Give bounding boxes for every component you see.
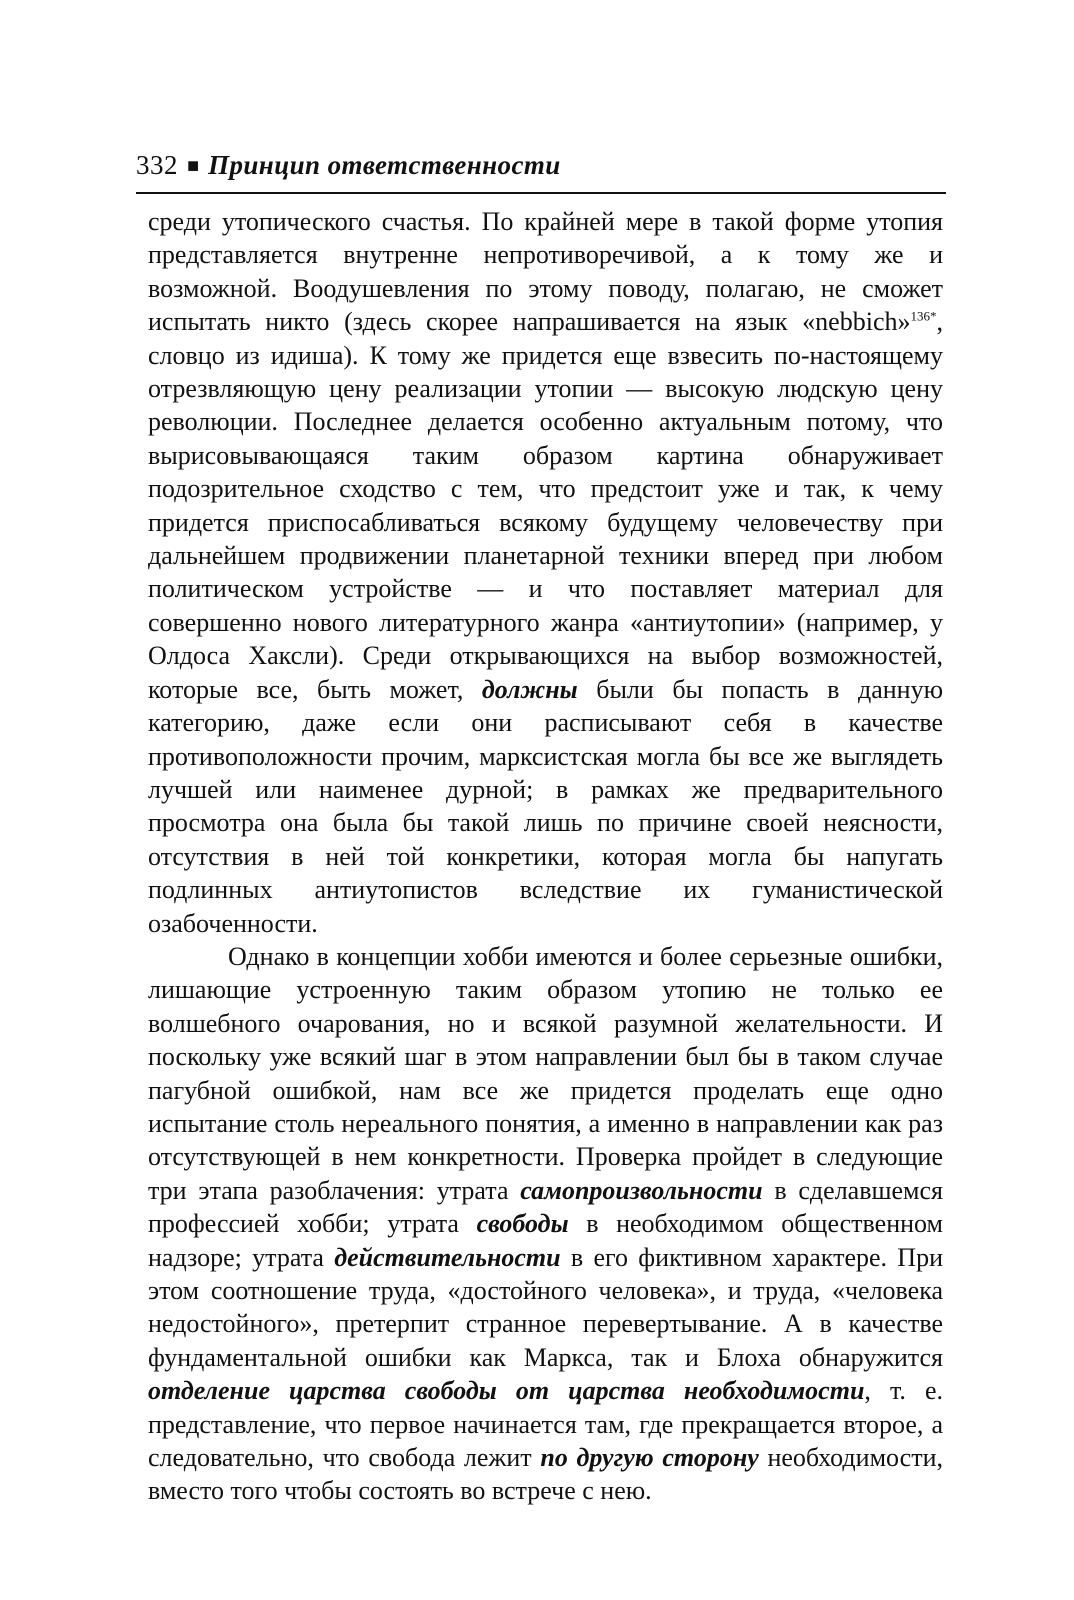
text-run: в необходимом общественном надзоре; утрата [148,1209,943,1272]
text-run: , словцо из идиша). К тому же придется еще взвесить по-настоящему отрезвляющую цену реализации утопии — высокую людскую цену революции. Последнее делается особенно актуальным потому, что вырисовывающаяся таким образом картина обнаруживает подозрительное сходство с тем, что предстоит уже и так, к чему придется приспосабливаться всякому будущему человечеству при дальнейшем продвижении планетарной техники вперед при любом политическом устройстве — и что поставляет материал для совершенно нового литературного жанра «антиутопии» (например, у Олдоса Хаксли). Среди открывающихся на выбор возможностей, которые все, быть может, [148,307,943,704]
text-run: необходимости, вместо того чтобы состоять во встрече с нею. [148,1443,943,1506]
emphasis: должны [481,674,578,704]
paragraph-1 [148,205,943,940]
text-run: , т. е. представление, что первое начинается там, где прекращается второе, а следовательно, что свобода лежит [148,1376,943,1473]
emphasis: действительности [334,1242,561,1272]
header-rule [136,192,946,194]
emphasis: свободы [476,1209,569,1239]
paragraph-2 [148,940,943,1508]
body-text [148,205,943,1508]
text-run: в его фиктивном характере. При этом соотношение труда, «достойного человека», и труда, «человека недостойного», претерпит странное перевертывание. А в качестве фундаментальной ошибки как Маркса, так и Блоха обнаружится [148,1242,943,1372]
running-title: Принцип ответственности [208,150,561,180]
text-run: Однако в концепции хобби имеются и более серьезные ошибки, лишающие устроенную таким образом утопию не только ее волшебного очарования, но и всякой разумной желательности. И поскольку уже всякий шаг в этом направлении был бы в таком случае пагубной ошибкой, нам все же придется проделать еще одно испытание столь нереального понятия, а именно в направлении как раз отсутствующей в нем конкретности. Проверка пройдет в следующие три этапа разоблачения: утрата [148,941,943,1205]
text-run: среди утопического счастья. По крайней мере в такой форме утопия представляется внутренне непротиворечивой, а к тому же и возможной. Воодушевления по этому поводу, полагаю, не сможет испытать никто (здесь скорее напрашивается на язык «nebbich» [148,207,943,337]
footnote-ref: 136* [910,308,937,324]
header-bullet: ■ [187,155,200,177]
text-run: в сделавшемся профессией хобби; утрата [148,1175,943,1239]
text-run: были бы попасть в данную категорию, даже если они расписывают себя в качестве противоположности прочим, марксистская могла бы все же выглядеть лучшей или наименее дурной; в рамках же предварительного просмотра она была бы такой лишь по причине своей неясности, отсутствия в ней той конкретики, которая могла бы напугать подлинных антиутопистов вследствие их гуманистической озабоченности. [148,674,943,938]
emphasis: по другую сторону [540,1443,759,1473]
emphasis: самопроизвольности [520,1175,763,1205]
emphasis: отделение царства свободы от царства необходимости [148,1376,865,1406]
running-header [136,148,946,185]
page-number: 332 [136,150,178,180]
